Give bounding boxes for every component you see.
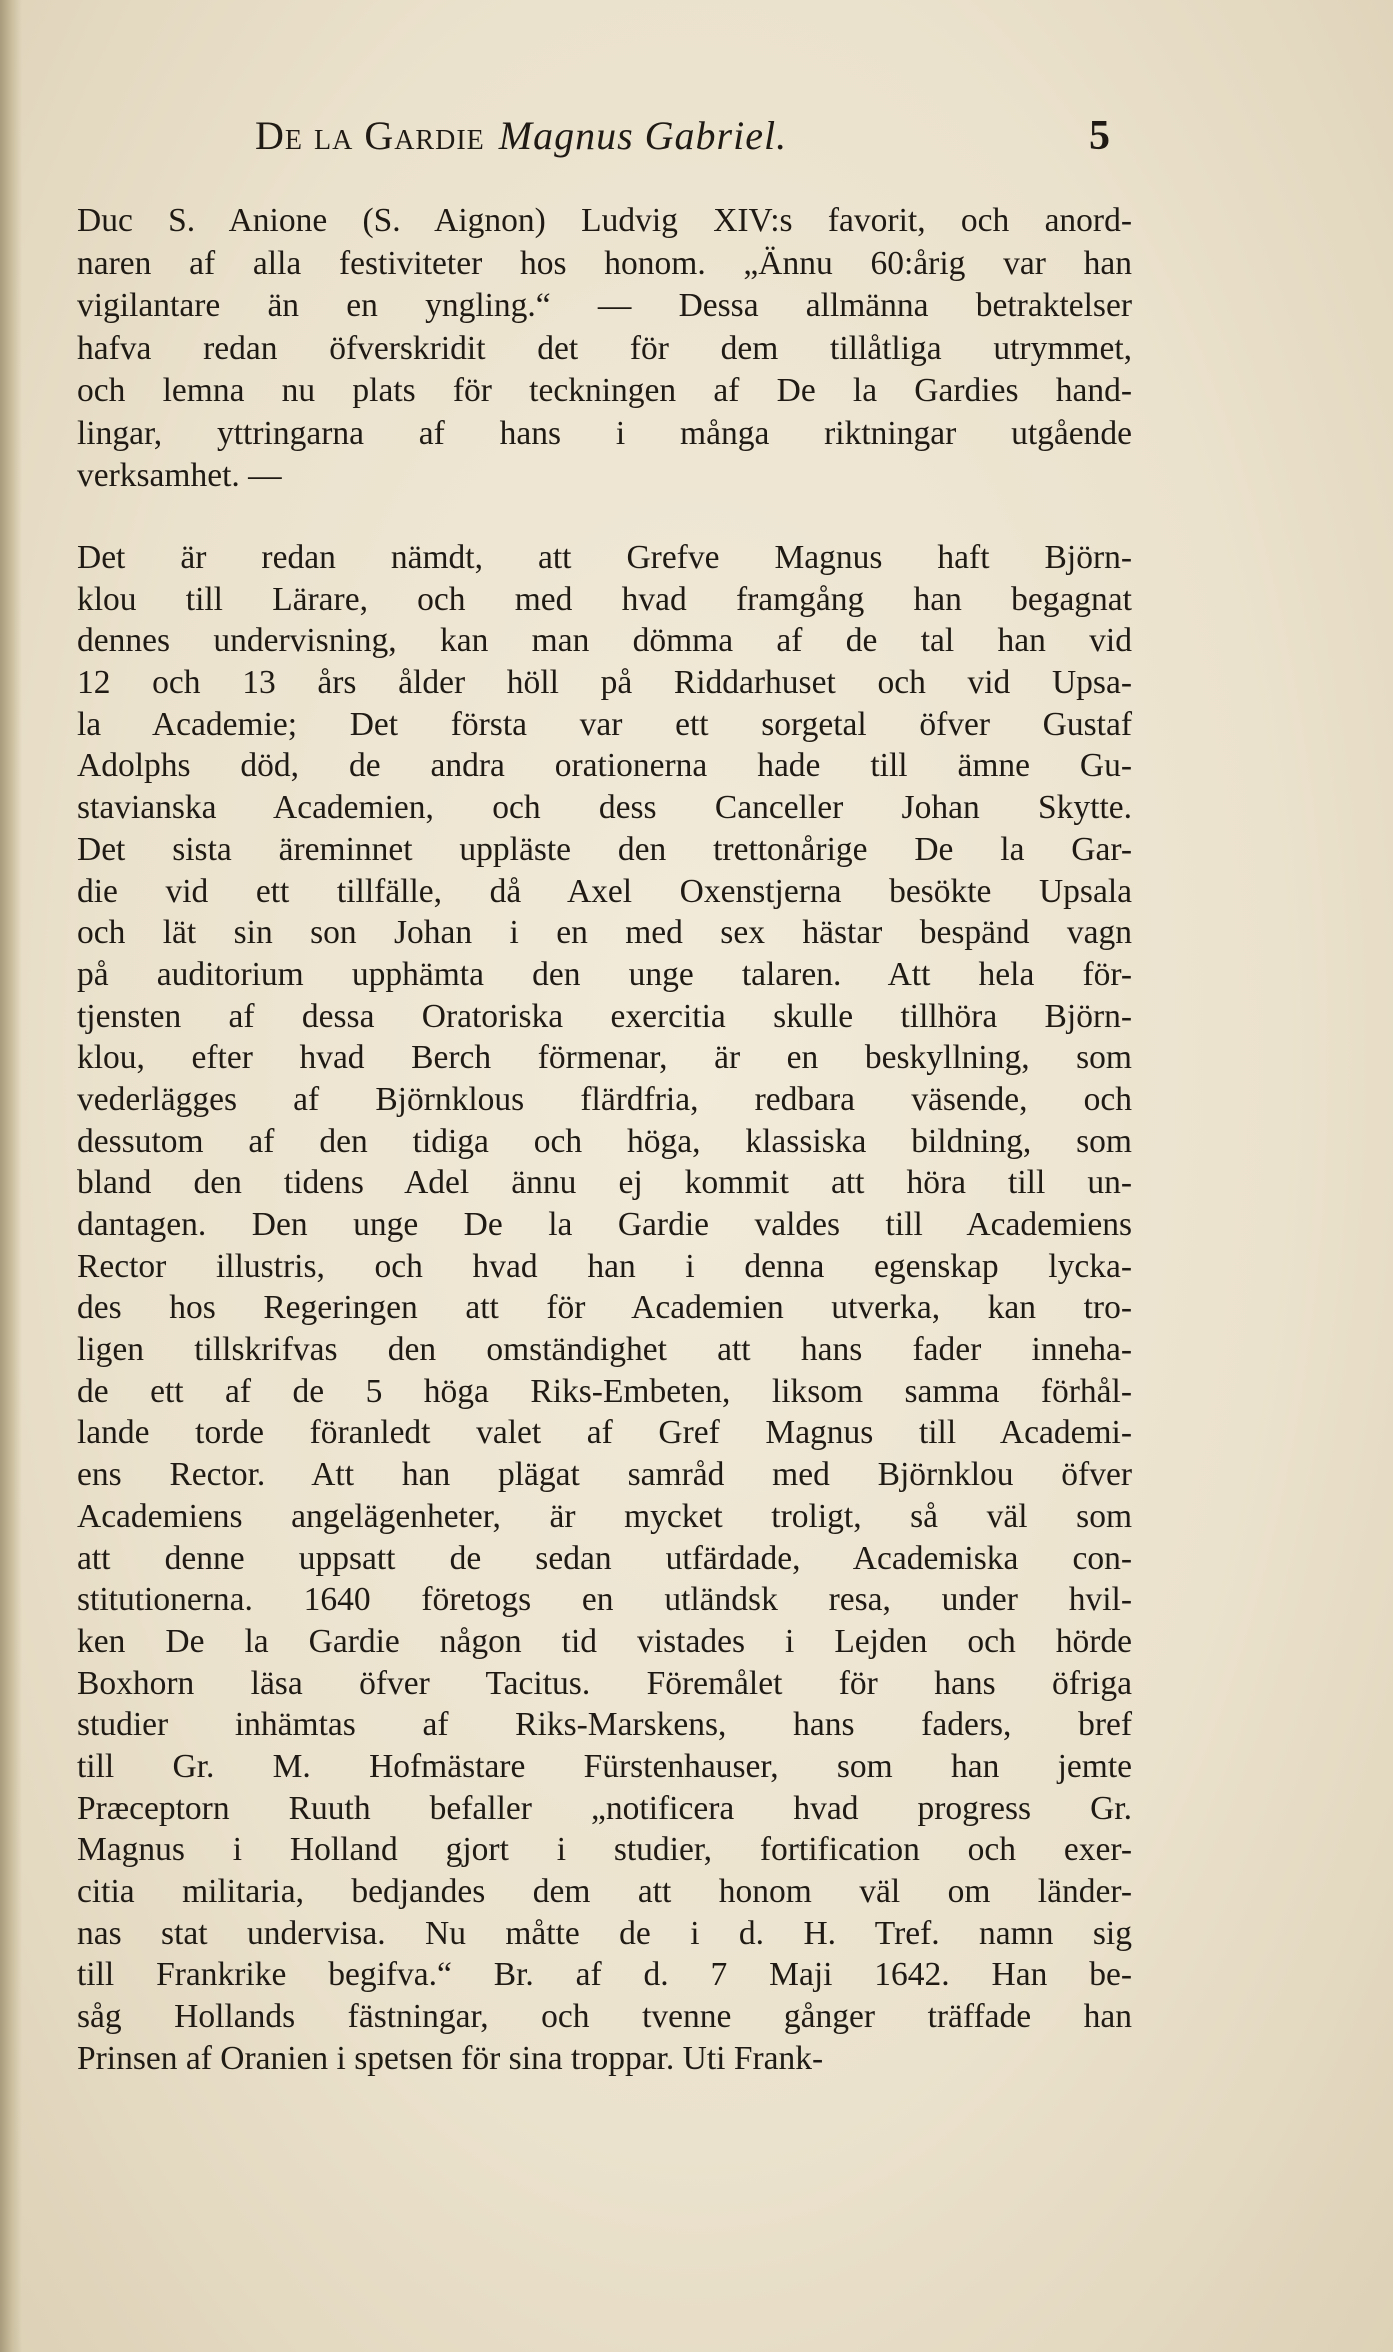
text-line: lingar, yttringarna af hans i många riktningar utgående xyxy=(77,414,1132,452)
text-line: dantagen. Den unge De la Gardie valdes till Academiens xyxy=(77,1206,1132,1243)
text-line: ens Rector. Att han plägat samråd med Björnklou öfver xyxy=(77,1456,1132,1494)
text-line: vigilantare än en yngling.“ — Dessa allmänna betraktelser xyxy=(77,287,1132,324)
text-line: 12 och 13 års ålder höll på Riddarhuset och vid Upsa- xyxy=(77,664,1132,702)
text-line: Magnus i Holland gjort i studier, fortification och exer- xyxy=(77,1831,1132,1869)
text-line: Det sista äreminnet uppläste den trettonårige De la Gar- xyxy=(77,830,1132,868)
text-line: vederlägges af Björnklous flärdfria, redbara väsende, och xyxy=(77,1080,1132,1118)
page-number: 5 xyxy=(1089,113,1110,159)
text-line: dennes undervisning, kan man dömma af de tal han vid xyxy=(77,622,1132,660)
text-line: naren af alla festiviteter hos honom. „Ännu 60:årig var han xyxy=(77,244,1132,282)
text-line: la Academie; Det första var ett sorgetal öfver Gustaf xyxy=(77,705,1132,743)
running-title xyxy=(255,112,787,159)
text-line: stavianska Academien, och dess Canceller Johan Skytte. xyxy=(77,789,1132,827)
text-line: verksamhet. — xyxy=(77,457,282,494)
text-line: till Frankrike begifva.“ Br. af d. 7 Maji 1642. Han be- xyxy=(77,1956,1132,1994)
text-line: på auditorium upphämta den unge talaren. Att hela för- xyxy=(77,955,1132,993)
text-line: såg Hollands fästningar, och tvenne gånger träffade han xyxy=(77,1998,1132,2036)
text-line: Rector illustris, och hvad han i denna egenskap lycka- xyxy=(77,1247,1132,1285)
text-line: hafva redan öfverskridit det för dem tillåtliga utrymmet, xyxy=(77,329,1132,367)
text-line: ken De la Gardie någon tid vistades i Lejden och hörde xyxy=(77,1622,1132,1660)
paragraph-1 xyxy=(77,200,1132,498)
text-line: och lät sin son Johan i en med sex hästar bespänd vagn xyxy=(77,914,1132,952)
paragraph-2 xyxy=(77,537,1132,2079)
text-line: Det är redan nämdt, att Grefve Magnus haft Björn- xyxy=(77,539,1132,576)
text-line: klou, efter hvad Berch förmenar, är en beskyllning, som xyxy=(77,1039,1132,1077)
header-subtitle: Magnus Gabriel. xyxy=(498,113,788,158)
page-gutter-shadow xyxy=(0,0,22,2352)
text-line: studier inhämtas af Riks-Marskens, hans faders, bref xyxy=(77,1706,1132,1744)
text-line: Boxhorn läsa öfver Tacitus. Föremålet för hans öfriga xyxy=(77,1664,1132,1702)
text-line: citia militaria, bedjandes dem att honom väl om länder- xyxy=(77,1873,1132,1910)
text-line: die vid ett tillfälle, då Axel Oxenstjerna besökte Upsala xyxy=(77,872,1132,910)
text-line: stitutionerna. 1640 företogs en utländsk resa, under hvil- xyxy=(77,1581,1132,1619)
text-line: Præceptorn Ruuth befaller „notificera hvad progress Gr. xyxy=(77,1789,1132,1827)
text-line: dessutom af den tidiga och höga, klassiska bildning, som xyxy=(77,1122,1132,1160)
text-line: Adolphs död, de andra orationerna hade till ämne Gu- xyxy=(77,747,1132,785)
text-line: Prinsen af Oranien i spetsen för sina troppar. Uti Frank- xyxy=(77,2039,824,2077)
text-line: des hos Regeringen att för Academien utverka, kan tro- xyxy=(77,1289,1132,1327)
text-line: till Gr. M. Hofmästare Fürstenhauser, som han jemte xyxy=(77,1747,1132,1785)
text-line: tjensten af dessa Oratoriska exercitia skulle tillhöra Björn- xyxy=(77,997,1132,1035)
text-line: Duc S. Anione (S. Aignon) Ludvig XIV:s favorit, och anord- xyxy=(77,202,1132,239)
text-line: bland den tidens Adel ännu ej kommit att höra till un- xyxy=(77,1164,1132,1202)
text-line: att denne uppsatt de sedan utfärdade, Academiska con- xyxy=(77,1539,1132,1577)
text-line: och lemna nu plats för teckningen af De la Gardies hand- xyxy=(77,372,1132,409)
running-header xyxy=(255,112,1110,162)
text-line: lande torde föranledt valet af Gref Magnus till Academi- xyxy=(77,1414,1132,1452)
text-line: klou till Lärare, och med hvad framgång han begagnat xyxy=(77,580,1132,618)
text-line: nas stat undervisa. Nu måtte de i d. H. Tref. namn sig xyxy=(77,1914,1132,1952)
text-line: Academiens angelägenheter, är mycket troligt, så väl som xyxy=(77,1497,1132,1535)
text-line: de ett af de 5 höga Riks-Embeten, liksom samma förhål- xyxy=(77,1372,1132,1410)
header-name: De la Gardie xyxy=(255,113,485,158)
text-line: ligen tillskrifvas den omständighet att hans fader inneha- xyxy=(77,1331,1132,1369)
